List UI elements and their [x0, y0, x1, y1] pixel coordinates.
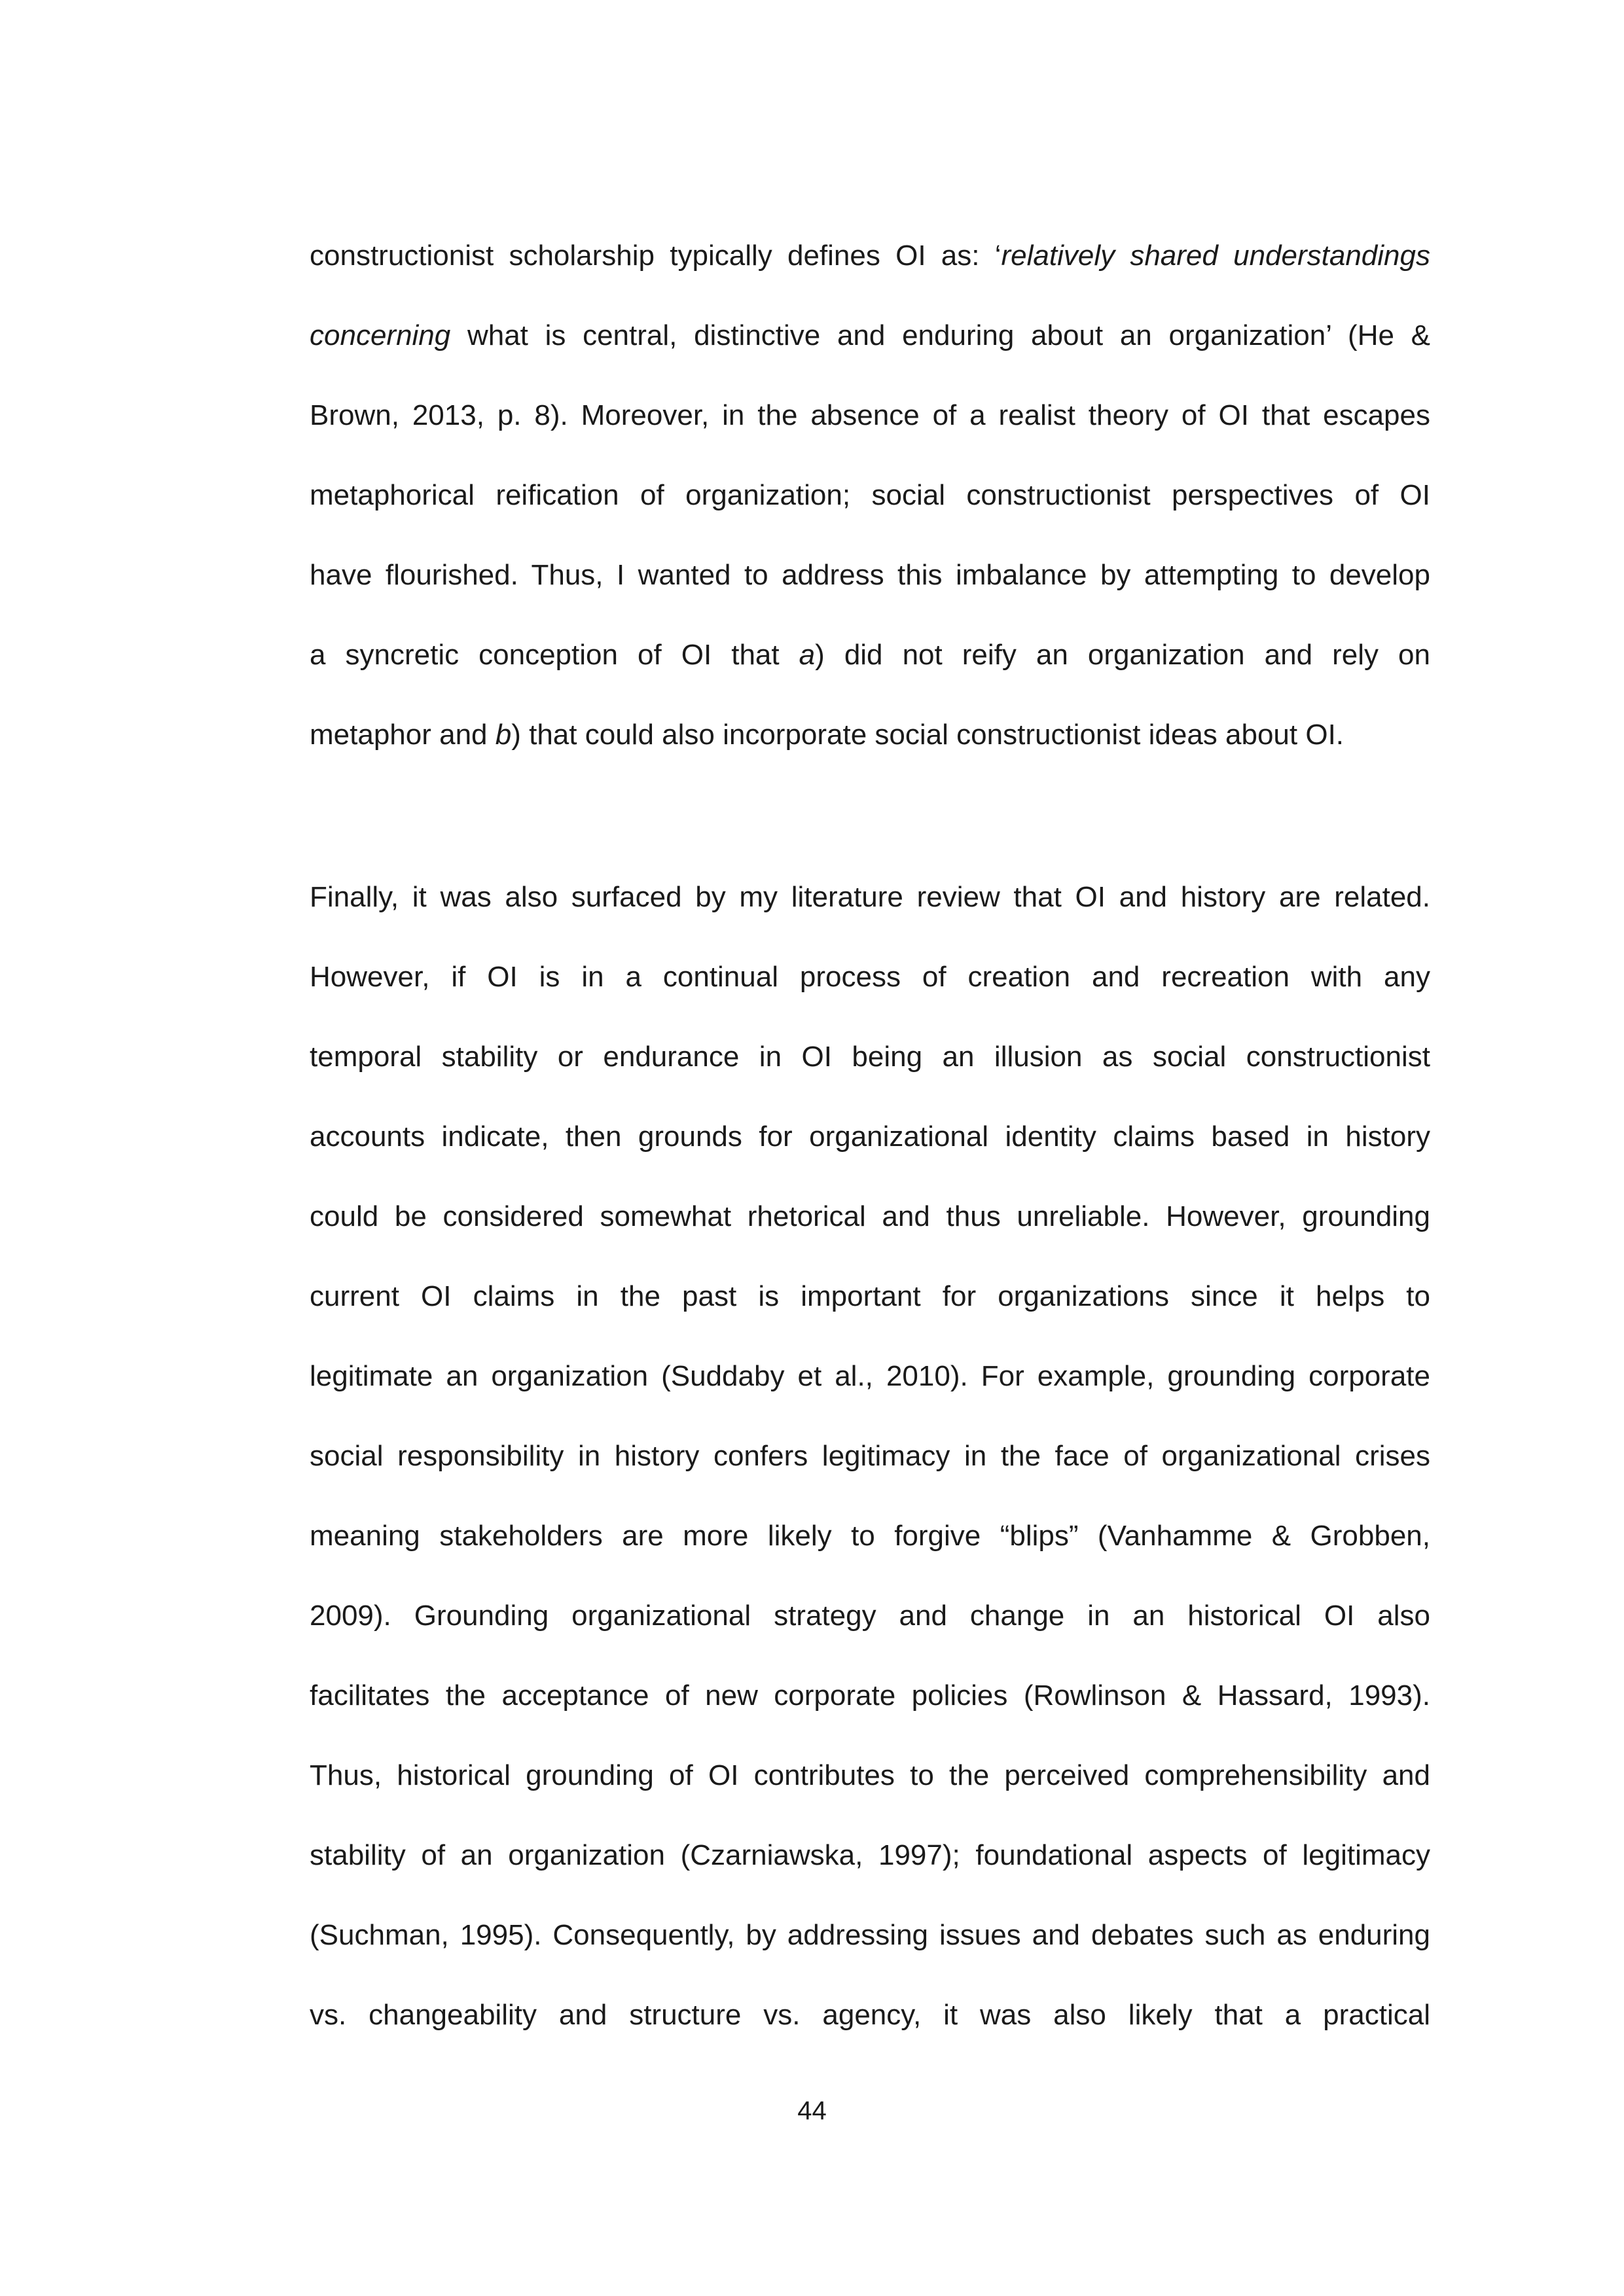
text-line: [310, 1416, 1430, 1496]
paragraph-2: [310, 857, 1430, 2055]
text-line: [310, 456, 1430, 535]
text-segment: legitimate an organization (Suddaby et al., 2010). For example, grounding corporate: [310, 1360, 1430, 1392]
text-segment: Finally, it was also surfaced by my literature review that OI and history are related.: [310, 881, 1430, 913]
text-line: [310, 857, 1430, 937]
page-number: 44: [797, 2096, 827, 2125]
text-segment: stability of an organization (Czarniawska, 1997); foundational aspects of legitimacy: [310, 1839, 1430, 1871]
text-line: [310, 1895, 1430, 1975]
text-line: [310, 535, 1430, 615]
text-segment: Brown, 2013, p. 8). Moreover, in the absence of a realist theory of OI that escapes: [310, 399, 1430, 431]
italic-text: b: [495, 719, 512, 751]
text-segment: 2009). Grounding organizational strategy and change in an historical OI also: [310, 1600, 1430, 1632]
text-segment: facilitates the acceptance of new corporate policies (Rowlinson & Hassard, 1993).: [310, 1679, 1430, 1712]
text-line: [310, 1177, 1430, 1257]
text-line: [310, 296, 1430, 376]
text-segment: metaphorical reification of organization; social constructionist perspectives of OI: [310, 479, 1430, 511]
text-segment: vs. changeability and structure vs. agency, it was also likely that a practical: [310, 1999, 1430, 2031]
text-segment: could be considered somewhat rhetorical and thus unreliable. However, grounding: [310, 1200, 1430, 1232]
text-segment: what is central, distinctive and enduring about an organization’ (He &: [450, 319, 1430, 351]
paragraph-1: [310, 216, 1430, 775]
text-segment: (Suchman, 1995). Consequently, by addressing issues and debates such as enduring: [310, 1919, 1430, 1951]
text-segment: ) that could also incorporate social constructionist ideas about OI.: [511, 719, 1344, 751]
text-line: [310, 1736, 1430, 1816]
text-line: [310, 1656, 1430, 1736]
text-line: [310, 1257, 1430, 1336]
text-line: [310, 216, 1430, 296]
text-line: [310, 1017, 1430, 1097]
text-segment: temporal stability or endurance in OI being an illusion as social constructionist: [310, 1041, 1430, 1073]
text-segment: Thus, historical grounding of OI contributes to the perceived comprehensibility and: [310, 1759, 1430, 1791]
text-line: [310, 695, 1430, 775]
text-segment: ) did not reify an organization and rely on: [815, 639, 1430, 671]
text-line: [310, 376, 1430, 456]
text-line: [310, 1975, 1430, 2055]
text-segment: However, if OI is in a continual process of creation and recreation with any: [310, 961, 1430, 993]
text-line: [310, 937, 1430, 1017]
text-segment: have flourished. Thus, I wanted to address this imbalance by attempting to develop: [310, 559, 1430, 591]
text-line: [310, 1496, 1430, 1576]
italic-text: relatively shared understandings: [1001, 240, 1430, 272]
text-line: [310, 1576, 1430, 1656]
text-line: [310, 1816, 1430, 1895]
text-line: [310, 615, 1430, 695]
text-segment: a syncretic conception of OI that: [310, 639, 799, 671]
italic-text: concerning: [310, 319, 451, 351]
text-segment: current OI claims in the past is important for organizations since it helps to: [310, 1280, 1430, 1312]
text-line: [310, 1336, 1430, 1416]
italic-text: a: [799, 639, 816, 671]
text-segment: social responsibility in history confers legitimacy in the face of organizational crises: [310, 1440, 1430, 1472]
text-segment: constructionist scholarship typically defines OI as: ‘: [310, 240, 1001, 272]
text-segment: metaphor and: [310, 719, 496, 751]
text-segment: accounts indicate, then grounds for organizational identity claims based in history: [310, 1121, 1430, 1153]
text-segment: meaning stakeholders are more likely to forgive “blips” (Vanhamme & Grobben,: [310, 1520, 1430, 1552]
text-line: [310, 1097, 1430, 1177]
